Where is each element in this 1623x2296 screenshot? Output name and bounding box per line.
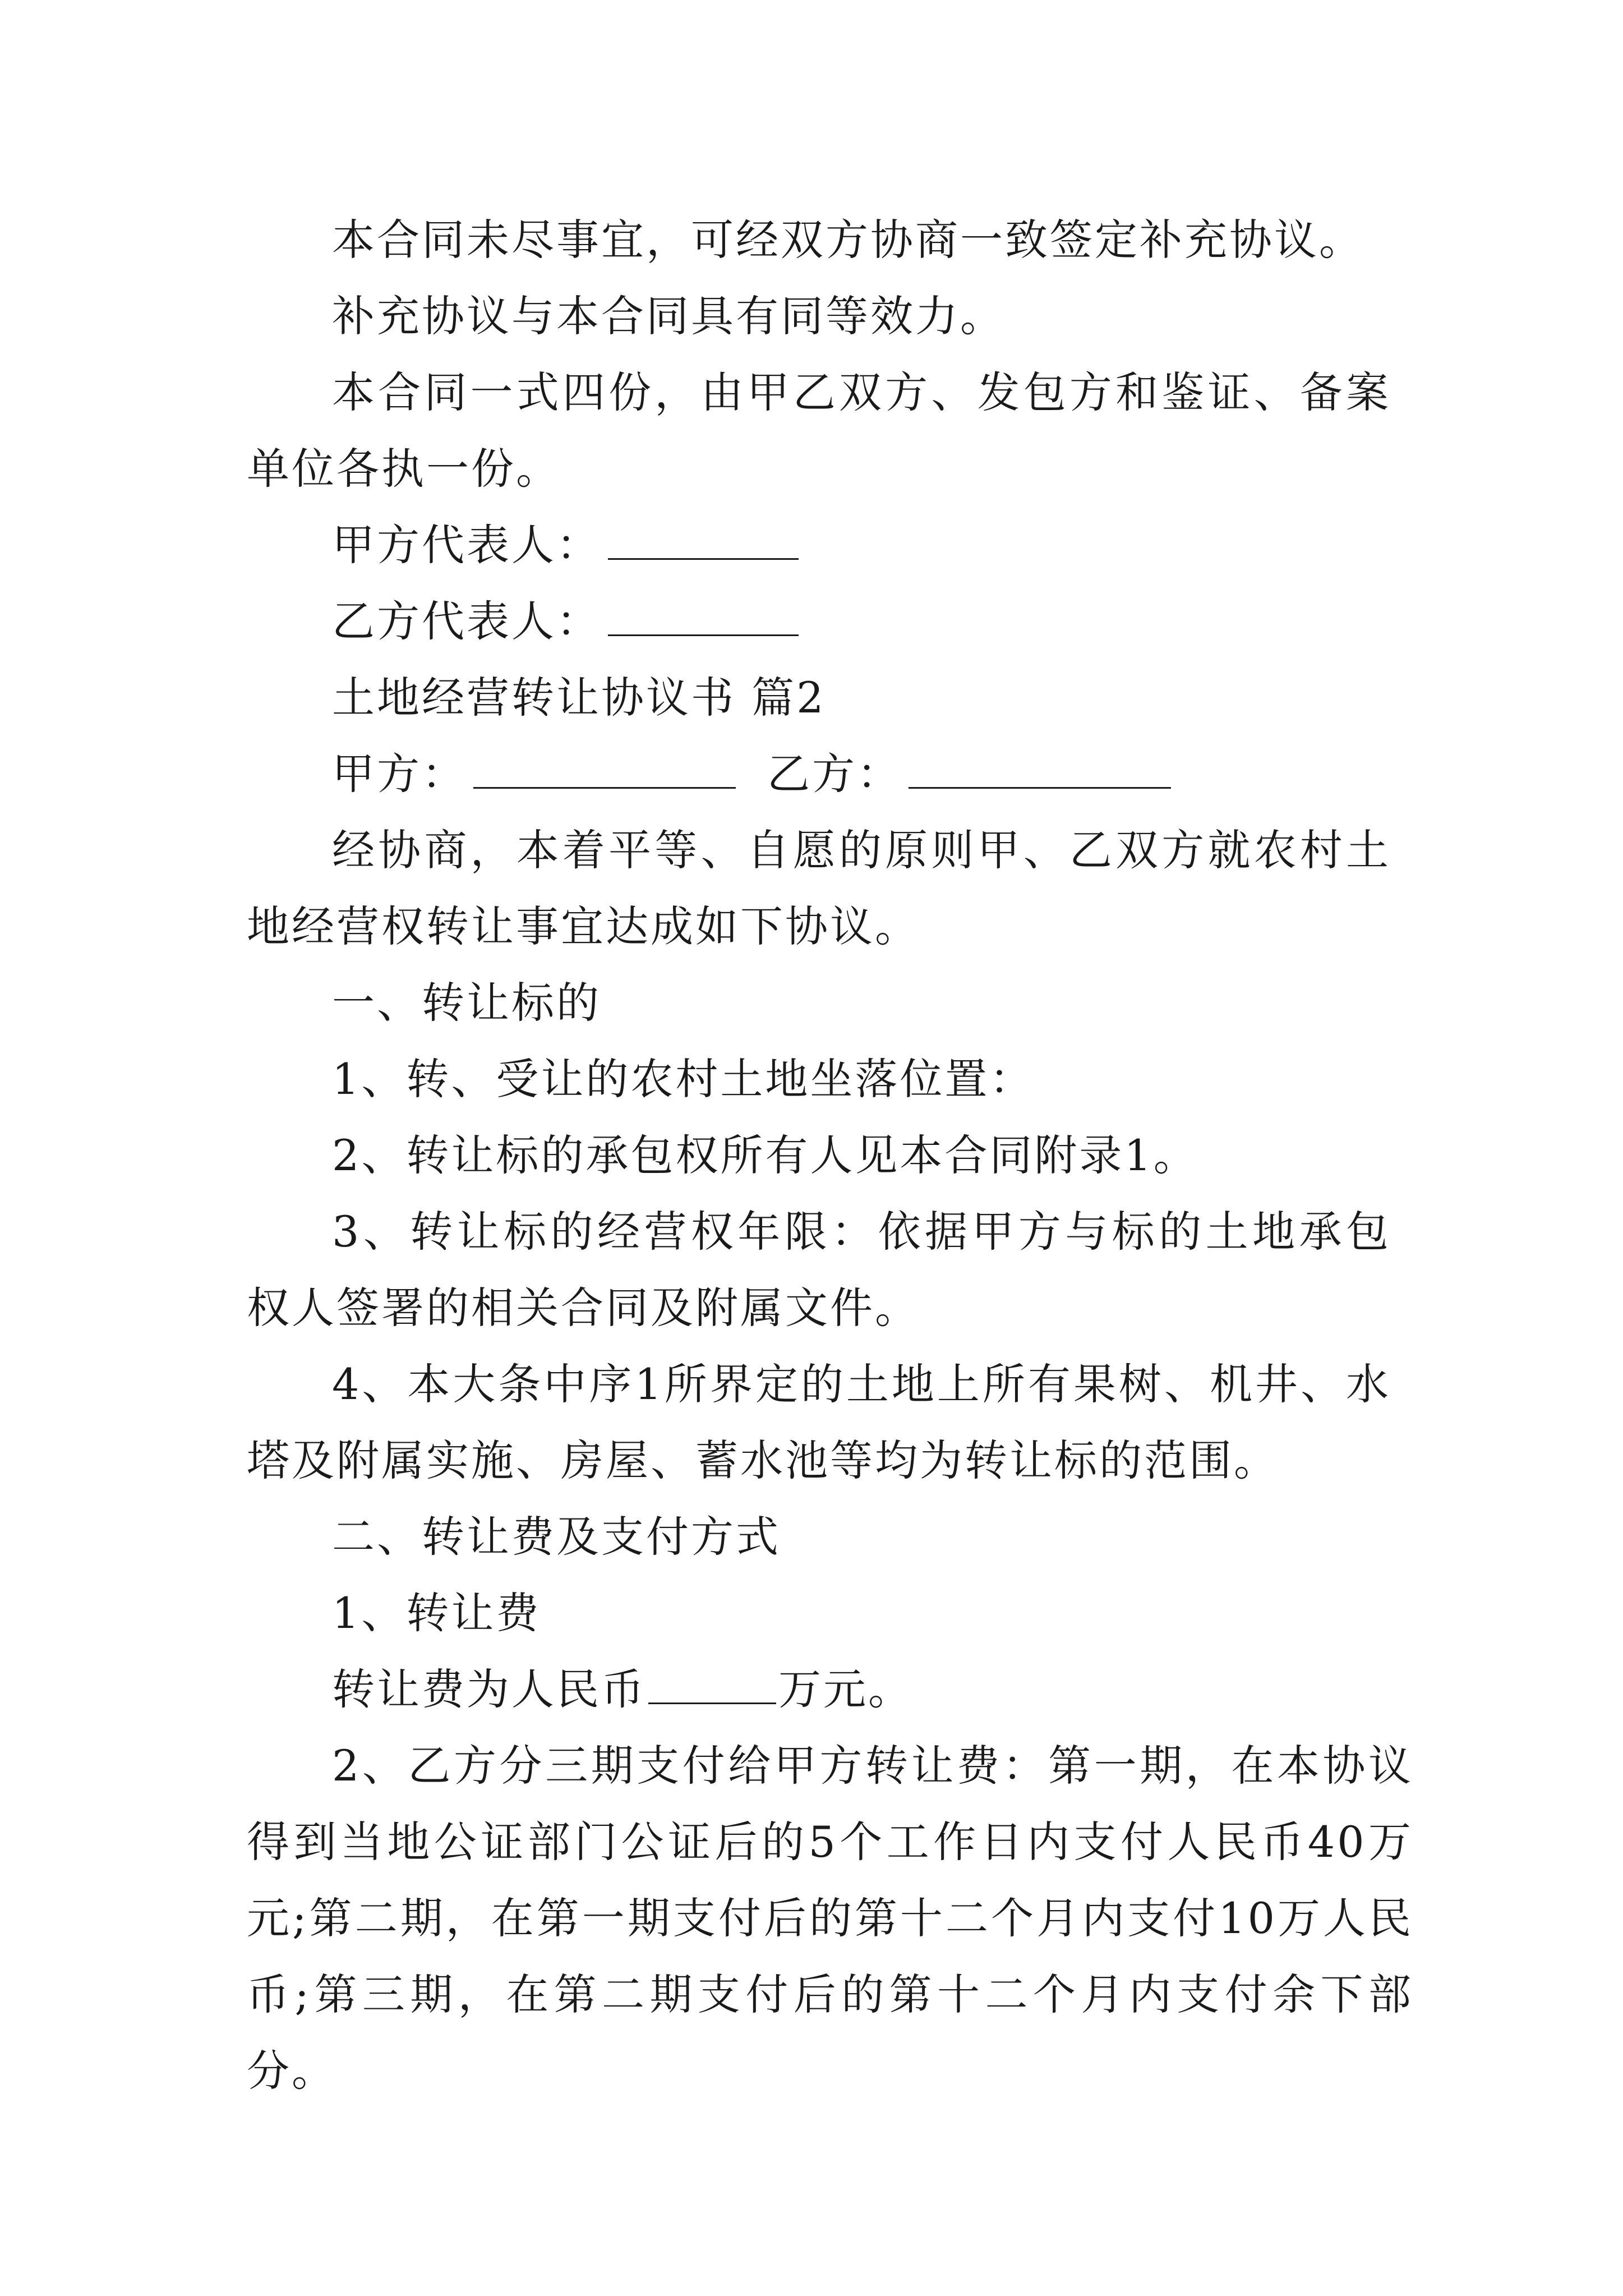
paragraph-copies: 本合同一式四份，由甲乙双方、发包方和鉴证、备案单位各执一份。 [247,367,1391,494]
heading-fee-and-payment: 二、转让费及支付方式 [332,1512,781,1562]
clause-fee-title: 1、转让费 [332,1588,541,1638]
document-body [247,202,1413,2109]
fee-amount-blank [648,1658,776,1704]
party-b-representative-line [247,583,1391,660]
paragraph-supplement-agreement: 本合同未尽事宜，可经双方协商一致签定补充协议。 [332,215,1364,265]
party-a-representative-blank [608,513,799,560]
clause-1-location: 1、转、受让的农村土地坐落位置： [332,1054,1035,1104]
party-a-representative-line [247,507,1391,583]
section-title-part-2: 土地经营转让协议书 篇2 [332,673,826,723]
paragraph-equal-effect: 补充协议与本合同具有同等效力。 [332,291,1005,341]
party-b-representative-blank [608,590,799,636]
clause-2-owner: 2、转让标的承包权所有人见本合同附录1。 [332,1130,1198,1180]
party-a-representative-label: 甲方代表人： [332,520,601,570]
party-a-label: 甲方： [332,749,467,799]
party-b-representative-label: 乙方代表人： [332,596,601,646]
party-a-blank [473,742,736,789]
party-b-blank [909,742,1171,789]
parties-line [247,736,1391,812]
fee-amount-prefix: 转让费为人民币 [332,1664,646,1714]
clause-payment-schedule: 2、乙方分三期支付给甲方转让费：第一期，在本协议得到当地公证部门公证后的5个工作日内支付人民币40万元;第二期，在第一期支付后的第十二个月内支付10万人民币;第三期，在第二期支付后的第十二个月内支付余下部分。 [247,1741,1413,2096]
heading-transfer-subject: 一、转让标的 [332,978,601,1028]
party-b-label: 乙方： [767,749,902,799]
clause-3-term: 3、转让标的经营权年限：依据甲方与标的土地承包权人签署的相关合同及附属文件。 [247,1207,1391,1333]
clause-4-scope: 4、本大条中序1所界定的土地上所有果树、机井、水塔及附属实施、房屋、蓄水池等均为转让标的范围。 [247,1359,1391,1485]
paragraph-preamble: 经协商，本着平等、自愿的原则甲、乙双方就农村土地经营权转让事宜达成如下协议。 [247,825,1391,951]
fee-amount-line [247,1651,1391,1728]
fee-amount-suffix: 万元。 [778,1664,913,1714]
